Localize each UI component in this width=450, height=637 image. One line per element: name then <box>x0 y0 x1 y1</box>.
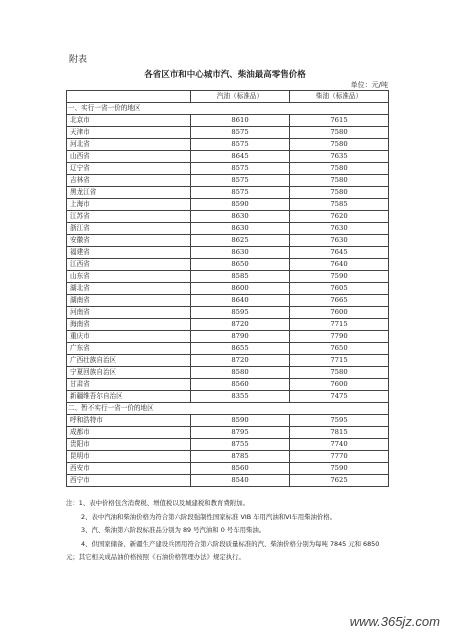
region-name: 辽宁省 <box>67 163 191 175</box>
table-row <box>67 391 389 403</box>
region-name: 新疆维吾尔自治区 <box>67 391 191 403</box>
gasoline-price: 8575 <box>191 139 290 151</box>
diesel-price: 7605 <box>290 283 389 295</box>
gasoline-price: 8640 <box>191 295 290 307</box>
table-row <box>67 175 389 187</box>
diesel-price: 7595 <box>290 415 389 427</box>
gasoline-price: 8625 <box>191 235 290 247</box>
table-row <box>67 199 389 211</box>
footnote: 注：1、表中价格包含消费税、增值税以及城建税和教育费附加。 <box>66 499 250 507</box>
table-row <box>67 127 389 139</box>
region-name: 西安市 <box>67 463 191 475</box>
gasoline-price: 8630 <box>191 211 290 223</box>
diesel-price: 7580 <box>290 367 389 379</box>
table-row <box>67 439 389 451</box>
header-row <box>67 91 389 103</box>
region-name: 西宁市 <box>67 475 191 487</box>
region-name: 上海市 <box>67 199 191 211</box>
diesel-price: 7580 <box>290 175 389 187</box>
gasoline-price: 8720 <box>191 355 290 367</box>
region-name: 北京市 <box>67 115 191 127</box>
diesel-price: 7585 <box>290 199 389 211</box>
table-row <box>67 223 389 235</box>
region-name: 呼和浩特市 <box>67 415 191 427</box>
region-name: 宁夏回族自治区 <box>67 367 191 379</box>
region-name: 海南省 <box>67 319 191 331</box>
region-name: 天津市 <box>67 127 191 139</box>
table-row <box>67 379 389 391</box>
table-row <box>67 307 389 319</box>
table-row <box>67 355 389 367</box>
diesel-price: 7580 <box>290 139 389 151</box>
table-row <box>67 343 389 355</box>
diesel-price: 7665 <box>290 295 389 307</box>
table-row <box>67 319 389 331</box>
gasoline-price: 8785 <box>191 451 290 463</box>
footnote: 4、供国家储备、新疆生产建设兵团用符合第六阶段质量标准的汽、柴油价格分别为每吨 7845 元和 6850 元；其它相关成品油价格按照《石油价格管理办法》规定执行。 <box>66 539 380 562</box>
diesel-price: 7625 <box>290 475 389 487</box>
table-row <box>67 151 389 163</box>
region-name: 湖北省 <box>67 283 191 295</box>
table-row <box>67 271 389 283</box>
diesel-price: 7635 <box>290 151 389 163</box>
gasoline-price: 8600 <box>191 283 290 295</box>
price-table <box>66 90 389 487</box>
header-diesel: 柴油（标准品） <box>290 91 389 103</box>
gasoline-price: 8560 <box>191 379 290 391</box>
gasoline-price: 8795 <box>191 427 290 439</box>
section-label: 一、实行一省一价的地区 <box>67 103 389 115</box>
appendix-label: 附表 <box>69 55 88 65</box>
section-label: 二、暂不实行一省一价的地区 <box>67 403 389 415</box>
header-region <box>67 91 191 103</box>
gasoline-price: 8610 <box>191 115 290 127</box>
gasoline-price: 8540 <box>191 475 290 487</box>
diesel-price: 7475 <box>290 391 389 403</box>
footnotes <box>66 497 391 565</box>
diesel-price: 7630 <box>290 223 389 235</box>
section-row <box>67 403 389 415</box>
gasoline-price: 8590 <box>191 199 290 211</box>
gasoline-price: 8580 <box>191 367 290 379</box>
diesel-price: 7630 <box>290 235 389 247</box>
diesel-price: 7620 <box>290 211 389 223</box>
table-row <box>67 295 389 307</box>
gasoline-price: 8585 <box>191 271 290 283</box>
region-name: 安徽省 <box>67 235 191 247</box>
region-name: 浙江省 <box>67 223 191 235</box>
diesel-price: 7770 <box>290 451 389 463</box>
watermark: www.365jz.com <box>349 614 440 629</box>
diesel-price: 7615 <box>290 115 389 127</box>
table-row <box>67 163 389 175</box>
region-name: 山西省 <box>67 151 191 163</box>
gasoline-price: 8630 <box>191 247 290 259</box>
region-name: 江苏省 <box>67 211 191 223</box>
header-gasoline: 汽油（标准品） <box>191 91 290 103</box>
diesel-price: 7790 <box>290 331 389 343</box>
region-name: 昆明市 <box>67 451 191 463</box>
table-row <box>67 427 389 439</box>
diesel-price: 7600 <box>290 307 389 319</box>
table-row <box>67 115 389 127</box>
region-name: 黑龙江省 <box>67 187 191 199</box>
region-name: 湖南省 <box>67 295 191 307</box>
gasoline-price: 8755 <box>191 439 290 451</box>
region-name: 河南省 <box>67 307 191 319</box>
region-name: 河北省 <box>67 139 191 151</box>
footnote: 2、表中汽油和柴油价格为符合第六阶段强制性国家标准 VIB 车用汽油和VI车用柴油价格。 <box>81 512 337 521</box>
diesel-price: 7580 <box>290 163 389 175</box>
gasoline-price: 8595 <box>191 307 290 319</box>
region-name: 成都市 <box>67 427 191 439</box>
region-name: 广西壮族自治区 <box>67 355 191 367</box>
table-row <box>67 283 389 295</box>
region-name: 广东省 <box>67 343 191 355</box>
region-name: 甘肃省 <box>67 379 191 391</box>
region-name: 贵阳市 <box>67 439 191 451</box>
gasoline-price: 8650 <box>191 259 290 271</box>
gasoline-price: 8630 <box>191 223 290 235</box>
diesel-price: 7590 <box>290 271 389 283</box>
region-name: 福建省 <box>67 247 191 259</box>
diesel-price: 7590 <box>290 463 389 475</box>
diesel-price: 7645 <box>290 247 389 259</box>
table-row <box>67 247 389 259</box>
gasoline-price: 8645 <box>191 151 290 163</box>
diesel-price: 7580 <box>290 127 389 139</box>
gasoline-price: 8560 <box>191 463 290 475</box>
gasoline-price: 8575 <box>191 163 290 175</box>
diesel-price: 7815 <box>290 427 389 439</box>
diesel-price: 7600 <box>290 379 389 391</box>
region-name: 江西省 <box>67 259 191 271</box>
gasoline-price: 8575 <box>191 175 290 187</box>
diesel-price: 7650 <box>290 343 389 355</box>
table-row <box>67 259 389 271</box>
gasoline-price: 8355 <box>191 391 290 403</box>
unit-label: 单位：元/吨 <box>350 81 388 89</box>
gasoline-price: 8790 <box>191 331 290 343</box>
table-row <box>67 139 389 151</box>
gasoline-price: 8655 <box>191 343 290 355</box>
table-row <box>67 463 389 475</box>
table-row <box>67 451 389 463</box>
footnote: 3、汽、柴油第六阶段标准品分别为 89 号汽油和 0 号车用柴油。 <box>81 526 266 535</box>
region-name: 重庆市 <box>67 331 191 343</box>
table-row <box>67 475 389 487</box>
table-row <box>67 235 389 247</box>
gasoline-price: 8590 <box>191 415 290 427</box>
region-name: 山东省 <box>67 271 191 283</box>
gasoline-price: 8720 <box>191 319 290 331</box>
region-name: 吉林省 <box>67 175 191 187</box>
diesel-price: 7740 <box>290 439 389 451</box>
gasoline-price: 8575 <box>191 187 290 199</box>
table-row <box>67 187 389 199</box>
table-row <box>67 331 389 343</box>
document-title: 各省区市和中心城市汽、柴油最高零售价格 <box>144 70 306 80</box>
diesel-price: 7640 <box>290 259 389 271</box>
diesel-price: 7580 <box>290 187 389 199</box>
table-row <box>67 415 389 427</box>
diesel-price: 7715 <box>290 355 389 367</box>
table-row <box>67 211 389 223</box>
diesel-price: 7715 <box>290 319 389 331</box>
section-row <box>67 103 389 115</box>
table-row <box>67 367 389 379</box>
price-table-body <box>67 91 389 487</box>
gasoline-price: 8575 <box>191 127 290 139</box>
